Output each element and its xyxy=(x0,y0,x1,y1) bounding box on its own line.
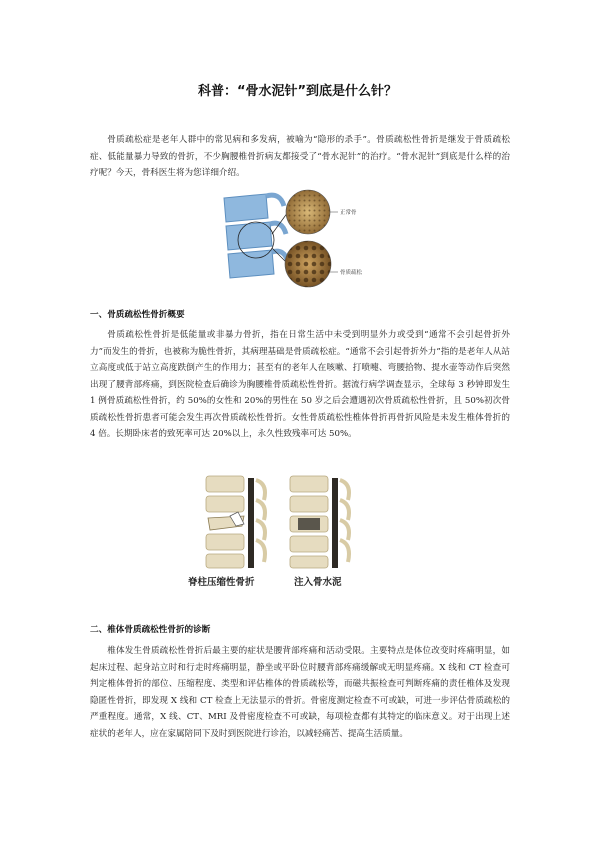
normal-bone-label: 正常骨 xyxy=(340,210,357,216)
section-2-paragraph: 椎体发生骨质疏松性骨折后最主要的症状是腰背部疼痛和活动受限。主要特点是体位改变时疼痛明显，如起床过程、起身站立时和行走时疼痛明显，静坐或平卧位时腰背部疼痛缓解或无明显疼痛。X 线和 CT 检查可判定椎体骨折的部位、压缩程度、类型和评估椎体的骨质疏松等，而磁共振检查可判断疼痛的责任椎体及发现隐匿性骨折，即发现 X 线和 CT 检查上无法显示的骨折。骨密度测定检查不可或缺，可进一步评估骨质疏松的严重程度。通常，X 线、CT、MRI 及骨密度检查不可或缺，每项检查都有其特定的临床意义。对于出现上述症状的老年人，应在家属陪同下及时到医院进行诊治，以减轻痛苦、提高生活质量。 xyxy=(90,646,510,739)
section-2-heading: 二、椎体骨质疏松性骨折的诊断 xyxy=(90,625,211,635)
intro-paragraph: 骨质疏松症是老年人群中的常见病和多发病，被喻为“隐形的杀手”。骨质疏松性骨折是继发于骨质疏松症、低能量暴力导致的骨折，不少胸腰椎骨折病友都接受了“骨水泥针”的治疗。“骨水泥针”到底是什么样的治疗呢？今天，骨科医生将为您详细介绍。 xyxy=(90,135,510,178)
figure-caption-fracture: 脊柱压缩性骨折 xyxy=(188,577,255,588)
section-1-paragraph: 骨质疏松性骨折是低能量或非暴力骨折，指在日常生活中未受到明显外力或受到“通常不会引起骨折外力”而发生的骨折，也被称为脆性骨折，其病理基础是骨质疏松症。“通常不会引起骨折外力”指的是老年人从站立高度或低于站立高度跌倒产生的作用力；甚至有的老年人在咳嗽、打喷嚏、弯腰拾物、提水壶等动作后突然出现了腰背部疼痛，到医院检查后确诊为胸腰椎骨质疏松性骨折。据流行病学调查显示，全球每 3 秒钟即发生 1 例骨质疏松性骨折，约 50%的女性和 20%的男性在 50 岁之后会遭遇初次骨质疏松性骨折，且 50%初次骨质疏松性骨折患者可能会发生再次骨质疏松性骨折。女性骨质疏松性椎体骨折再骨折风险是未发生椎体骨折的 4 倍。长期卧床者的致死率可达 20%以上，永久性致残率可达 50%。 xyxy=(90,330,510,439)
section-1-heading: 一、骨质疏松性骨折概要 xyxy=(90,310,185,320)
osteoporosis-label: 骨质疏松 xyxy=(340,270,363,276)
figure-caption-cement: 注入骨水泥 xyxy=(294,577,342,588)
bone-comparison-figure xyxy=(222,188,378,290)
page-title: 科普：“骨水泥针”到底是什么针？ xyxy=(197,84,398,99)
vertebroplasty-figure xyxy=(178,472,374,590)
